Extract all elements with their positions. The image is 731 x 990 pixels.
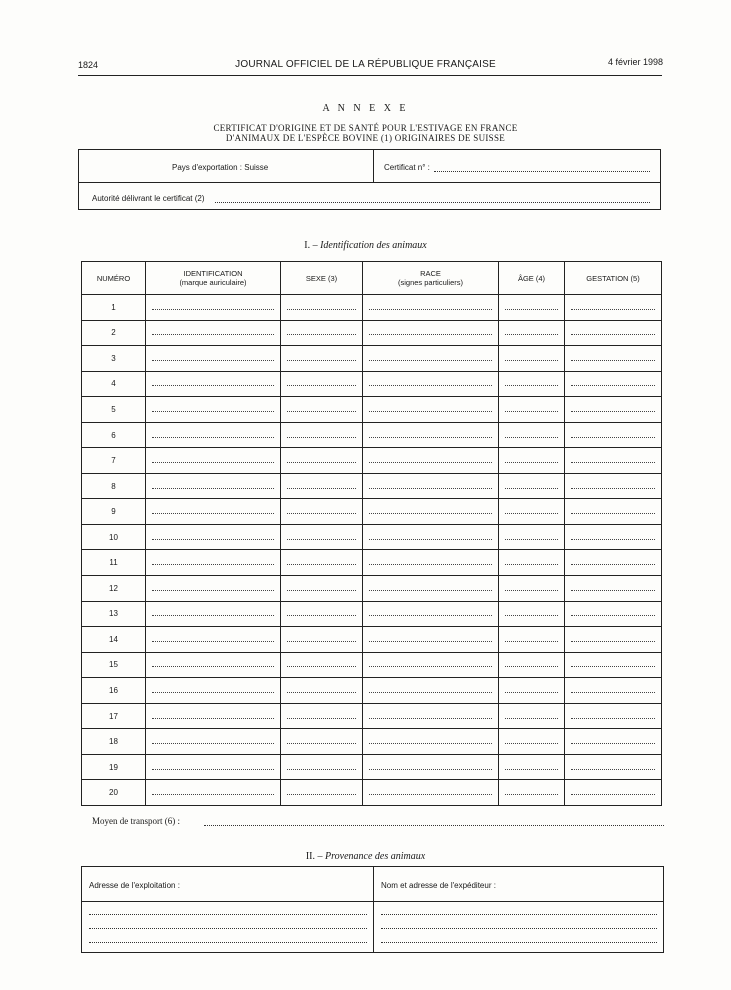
box-divider [81, 901, 664, 902]
sex-field[interactable] [281, 295, 363, 321]
dotted-line [505, 360, 558, 361]
dotted-line [505, 718, 558, 719]
gestation-field[interactable] [565, 703, 662, 729]
identification-field[interactable] [146, 397, 281, 423]
dotted-line [369, 437, 492, 438]
identification-field[interactable] [146, 652, 281, 678]
dotted-line [152, 360, 274, 361]
dotted-line [152, 462, 274, 463]
gestation-field[interactable] [565, 473, 662, 499]
table-row [82, 627, 662, 653]
row-number: 5 [82, 397, 146, 423]
dotted-line [571, 590, 655, 591]
dotted-line [152, 666, 274, 667]
breed-field[interactable] [363, 627, 499, 653]
transport-label: Moyen de transport (6) : [92, 816, 180, 826]
dotted-line [287, 360, 356, 361]
dotted-line [505, 462, 558, 463]
identification-field[interactable] [146, 754, 281, 780]
publication-date: 4 février 1998 [607, 57, 663, 67]
sex-field[interactable] [281, 576, 363, 602]
gestation-field[interactable] [565, 780, 662, 806]
age-field[interactable] [499, 754, 565, 780]
farm-address-label: Adresse de l'exploitation : [89, 881, 180, 890]
table-row [82, 678, 662, 704]
table-row [82, 703, 662, 729]
export-country-label: Pays d'exportation : Suisse [172, 163, 269, 172]
table-row [82, 550, 662, 576]
dotted-line [369, 692, 492, 693]
gestation-field[interactable] [565, 499, 662, 525]
table-row [82, 346, 662, 372]
dotted-line [571, 692, 655, 693]
breed-field[interactable] [363, 448, 499, 474]
gestation-field[interactable] [565, 601, 662, 627]
page-number: 1824 [78, 60, 99, 70]
table-row [82, 754, 662, 780]
gestation-field[interactable] [565, 320, 662, 346]
identification-field[interactable] [146, 627, 281, 653]
row-number: 18 [82, 729, 146, 755]
age-field[interactable] [499, 550, 565, 576]
dotted-line [369, 794, 492, 795]
breed-field[interactable] [363, 320, 499, 346]
dotted-line [152, 769, 274, 770]
dotted-line [152, 513, 274, 514]
age-field[interactable] [499, 295, 565, 321]
gestation-field[interactable] [565, 371, 662, 397]
row-number: 15 [82, 652, 146, 678]
section1-number: I. – [304, 240, 318, 251]
gestation-field[interactable] [565, 678, 662, 704]
dotted-line [369, 641, 492, 642]
dotted-line [287, 513, 356, 514]
dotted-line [152, 385, 274, 386]
row-number: 7 [82, 448, 146, 474]
row-number: 20 [82, 780, 146, 806]
breed-field[interactable] [363, 524, 499, 550]
identification-field[interactable] [146, 295, 281, 321]
animal-rows [82, 295, 662, 806]
breed-field[interactable] [363, 678, 499, 704]
dotted-line [152, 692, 274, 693]
gestation-field[interactable] [565, 627, 662, 653]
dotted-line [287, 769, 356, 770]
sex-field[interactable] [281, 422, 363, 448]
dotted-line [287, 794, 356, 795]
age-field[interactable] [499, 652, 565, 678]
age-field[interactable] [499, 499, 565, 525]
dotted-line [571, 462, 655, 463]
sender-field[interactable] [381, 928, 657, 929]
dotted-line [571, 666, 655, 667]
age-field[interactable] [499, 371, 565, 397]
dotted-line [505, 794, 558, 795]
dotted-line [505, 385, 558, 386]
age-field[interactable] [499, 576, 565, 602]
breed-field[interactable] [363, 371, 499, 397]
dotted-line [571, 309, 655, 310]
section2-title [0, 851, 731, 862]
identification-field[interactable] [146, 499, 281, 525]
dotted-line [571, 743, 655, 744]
dotted-line [152, 641, 274, 642]
dotted-line [571, 385, 655, 386]
sex-field[interactable] [281, 448, 363, 474]
identification-field[interactable] [146, 729, 281, 755]
row-number: 19 [82, 754, 146, 780]
dotted-line [287, 692, 356, 693]
gestation-field[interactable] [565, 576, 662, 602]
table-row [82, 729, 662, 755]
row-number: 2 [82, 320, 146, 346]
breed-field[interactable] [363, 576, 499, 602]
sex-field[interactable] [281, 627, 363, 653]
row-number: 17 [82, 703, 146, 729]
gestation-field[interactable] [565, 346, 662, 372]
row-number: 14 [82, 627, 146, 653]
age-field[interactable] [499, 346, 565, 372]
column-header-gestation: GESTATION (5) [565, 262, 662, 295]
dotted-line [505, 437, 558, 438]
table-row [82, 448, 662, 474]
identification-field[interactable] [146, 473, 281, 499]
gestation-field[interactable] [565, 397, 662, 423]
dotted-line [152, 437, 274, 438]
sex-field[interactable] [281, 346, 363, 372]
breed-field[interactable] [363, 729, 499, 755]
row-number: 13 [82, 601, 146, 627]
breed-field[interactable] [363, 499, 499, 525]
dotted-line [152, 334, 274, 335]
age-field[interactable] [499, 397, 565, 423]
dotted-line [152, 411, 274, 412]
section2-text: Provenance des animaux [325, 851, 426, 862]
dotted-line [505, 692, 558, 693]
table-row [82, 295, 662, 321]
age-field[interactable] [499, 703, 565, 729]
sex-field[interactable] [281, 780, 363, 806]
table-row [82, 320, 662, 346]
sender-label: Nom et adresse de l'expéditeur : [381, 881, 496, 890]
dotted-line [571, 794, 655, 795]
sex-field[interactable] [281, 473, 363, 499]
sex-field[interactable] [281, 652, 363, 678]
journal-title: JOURNAL OFFICIEL DE LA RÉPUBLIQUE FRANÇAISE [235, 59, 496, 70]
age-field[interactable] [499, 729, 565, 755]
row-number: 9 [82, 499, 146, 525]
dotted-line [505, 411, 558, 412]
dotted-line [369, 513, 492, 514]
section2-number: II. – [305, 851, 323, 862]
header-rule [78, 75, 662, 76]
dotted-line [571, 437, 655, 438]
gestation-field[interactable] [565, 295, 662, 321]
annex-title: A N N E X E [322, 103, 409, 114]
transport-field[interactable] [204, 825, 664, 826]
dotted-line [505, 743, 558, 744]
table-row [82, 576, 662, 602]
dotted-line [287, 615, 356, 616]
breed-field[interactable] [363, 754, 499, 780]
issuing-authority-field[interactable] [215, 202, 650, 203]
identification-field[interactable] [146, 320, 281, 346]
column-header-age: ÂGE (4) [499, 262, 565, 295]
age-field[interactable] [499, 780, 565, 806]
dotted-line [287, 385, 356, 386]
dotted-line [505, 615, 558, 616]
dotted-line [571, 488, 655, 489]
sender-field[interactable] [381, 914, 657, 915]
dotted-line [369, 718, 492, 719]
column-header-sex: SEXE (3) [281, 262, 363, 295]
row-number: 10 [82, 524, 146, 550]
dotted-line [152, 488, 274, 489]
dotted-line [369, 334, 492, 335]
dotted-line [571, 360, 655, 361]
section1-title [0, 240, 731, 251]
sex-field[interactable] [281, 678, 363, 704]
breed-field[interactable] [363, 397, 499, 423]
dotted-line [505, 539, 558, 540]
breed-field[interactable] [363, 346, 499, 372]
table-row [82, 499, 662, 525]
dotted-line [287, 334, 356, 335]
breed-field[interactable] [363, 601, 499, 627]
sex-field[interactable] [281, 601, 363, 627]
dotted-line [287, 437, 356, 438]
dotted-line [505, 309, 558, 310]
table-header-row [82, 262, 662, 295]
dotted-line [152, 615, 274, 616]
breed-field[interactable] [363, 652, 499, 678]
sender-field[interactable] [381, 942, 657, 943]
gestation-field[interactable] [565, 524, 662, 550]
age-field[interactable] [499, 627, 565, 653]
age-field[interactable] [499, 448, 565, 474]
breed-field[interactable] [363, 550, 499, 576]
dotted-line [571, 641, 655, 642]
dotted-line [571, 513, 655, 514]
box-divider [373, 149, 374, 182]
dotted-line [505, 641, 558, 642]
dotted-line [505, 564, 558, 565]
dotted-line [571, 539, 655, 540]
table-row [82, 397, 662, 423]
dotted-line [505, 513, 558, 514]
dotted-line [369, 743, 492, 744]
dotted-line [152, 539, 274, 540]
column-header-number: NUMÉRO [82, 262, 146, 295]
age-field[interactable] [499, 678, 565, 704]
dotted-line [369, 769, 492, 770]
identification-field[interactable] [146, 524, 281, 550]
identification-field[interactable] [146, 780, 281, 806]
section1-text: Identification des animaux [320, 240, 427, 251]
table-row [82, 371, 662, 397]
dotted-line [571, 615, 655, 616]
dotted-line [152, 718, 274, 719]
gestation-field[interactable] [565, 422, 662, 448]
row-number: 3 [82, 346, 146, 372]
dotted-line [152, 590, 274, 591]
dotted-line [571, 769, 655, 770]
identification-field[interactable] [146, 678, 281, 704]
table-row [82, 524, 662, 550]
sex-field[interactable] [281, 703, 363, 729]
sex-field[interactable] [281, 754, 363, 780]
dotted-line [152, 743, 274, 744]
identification-field[interactable] [146, 371, 281, 397]
dotted-line [369, 564, 492, 565]
sex-field[interactable] [281, 320, 363, 346]
sex-field[interactable] [281, 550, 363, 576]
dotted-line [369, 385, 492, 386]
dotted-line [369, 360, 492, 361]
dotted-line [152, 794, 274, 795]
gestation-field[interactable] [565, 652, 662, 678]
dotted-line [571, 564, 655, 565]
sex-field[interactable] [281, 397, 363, 423]
certificate-number-label: Certificat n° : [384, 163, 430, 172]
gestation-field[interactable] [565, 754, 662, 780]
dotted-line [287, 743, 356, 744]
certificate-number-field[interactable] [434, 171, 650, 172]
issuing-authority-label: Autorité délivrant le certificat (2) [92, 194, 205, 203]
identification-field[interactable] [146, 601, 281, 627]
breed-field[interactable] [363, 295, 499, 321]
farm-address-field[interactable] [89, 942, 367, 943]
column-header-breed: RACE (signes particuliers) [363, 262, 499, 295]
identification-field[interactable] [146, 448, 281, 474]
gestation-field[interactable] [565, 550, 662, 576]
age-field[interactable] [499, 422, 565, 448]
dotted-line [287, 462, 356, 463]
dotted-line [505, 488, 558, 489]
identification-field[interactable] [146, 422, 281, 448]
dotted-line [287, 590, 356, 591]
sex-field[interactable] [281, 524, 363, 550]
dotted-line [369, 590, 492, 591]
row-number: 11 [82, 550, 146, 576]
dotted-line [287, 641, 356, 642]
dotted-line [287, 309, 356, 310]
dotted-line [505, 769, 558, 770]
dotted-line [287, 488, 356, 489]
dotted-line [571, 334, 655, 335]
dotted-line [571, 411, 655, 412]
dotted-line [505, 334, 558, 335]
row-number: 12 [82, 576, 146, 602]
identification-field[interactable] [146, 703, 281, 729]
row-number: 6 [82, 422, 146, 448]
gestation-field[interactable] [565, 729, 662, 755]
dotted-line [369, 615, 492, 616]
dotted-line [369, 666, 492, 667]
row-number: 8 [82, 473, 146, 499]
identification-field[interactable] [146, 346, 281, 372]
age-field[interactable] [499, 524, 565, 550]
sex-field[interactable] [281, 729, 363, 755]
row-number: 4 [82, 371, 146, 397]
table-row [82, 422, 662, 448]
dotted-line [287, 411, 356, 412]
dotted-line [287, 539, 356, 540]
sex-field[interactable] [281, 371, 363, 397]
box-divider [78, 182, 661, 183]
table-row [82, 652, 662, 678]
age-field[interactable] [499, 601, 565, 627]
breed-field[interactable] [363, 422, 499, 448]
dotted-line [369, 539, 492, 540]
farm-address-field[interactable] [89, 928, 367, 929]
dotted-line [369, 411, 492, 412]
row-number: 1 [82, 295, 146, 321]
age-field[interactable] [499, 473, 565, 499]
table-row [82, 780, 662, 806]
box-divider [373, 866, 374, 953]
age-field[interactable] [499, 320, 565, 346]
table-row [82, 473, 662, 499]
dotted-line [369, 488, 492, 489]
dotted-line [369, 309, 492, 310]
sex-field[interactable] [281, 499, 363, 525]
dotted-line [287, 564, 356, 565]
dotted-line [287, 666, 356, 667]
breed-field[interactable] [363, 703, 499, 729]
dotted-line [152, 309, 274, 310]
breed-field[interactable] [363, 780, 499, 806]
breed-field[interactable] [363, 473, 499, 499]
dotted-line [152, 564, 274, 565]
animal-identification-table [81, 261, 662, 806]
gestation-field[interactable] [565, 448, 662, 474]
certificate-title-line2: D'ANIMAUX DE L'ESPÈCE BOVINE (1) ORIGINAIRES DE SUISSE [225, 133, 506, 143]
identification-field[interactable] [146, 576, 281, 602]
dotted-line [505, 666, 558, 667]
identification-field[interactable] [146, 550, 281, 576]
dotted-line [571, 718, 655, 719]
table-row [82, 601, 662, 627]
dotted-line [369, 462, 492, 463]
dotted-line [505, 590, 558, 591]
column-header-identification: IDENTIFICATION (marque auriculaire) [146, 262, 281, 295]
certificate-title-line1: CERTIFICAT D'ORIGINE ET DE SANTÉ POUR L'ESTIVAGE EN FRANCE [213, 123, 518, 133]
row-number: 16 [82, 678, 146, 704]
farm-address-field[interactable] [89, 914, 367, 915]
dotted-line [287, 718, 356, 719]
